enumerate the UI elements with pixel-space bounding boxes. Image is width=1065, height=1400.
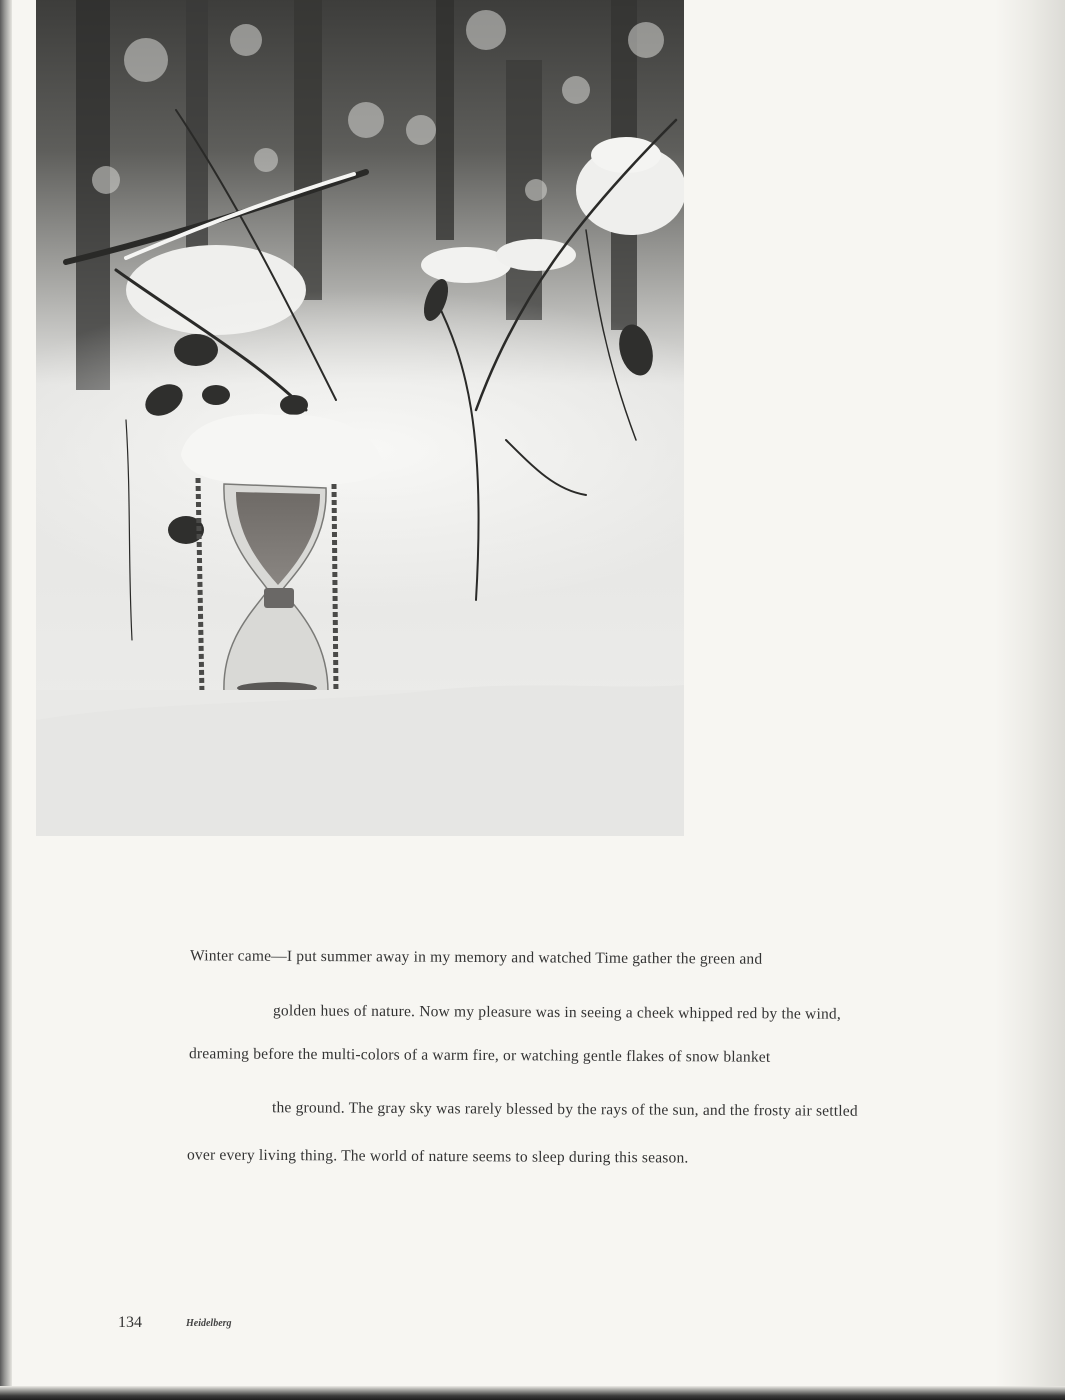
page-number: 134	[118, 1314, 142, 1331]
body-text-line: golden hues of nature. Now my pleasure was in seeing a cheek whipped red by the wind,	[272, 1002, 842, 1023]
body-text-line: Winter came—I put summer away in my memory and watched Time gather the green and	[189, 947, 763, 968]
body-text-line: dreaming before the multi-colors of a warm fire, or watching gentle flakes of snow blanket	[188, 1045, 771, 1066]
page-bottom-edge	[0, 1386, 1065, 1400]
page-edge-shadow	[995, 0, 1065, 1400]
body-text-line: the ground. The gray sky was rarely blessed by the rays of the sun, and the frosty air settled	[271, 1099, 858, 1120]
body-text-line: over every living thing. The world of nature seems to sleep during this season.	[186, 1146, 689, 1167]
running-footer-title: Heidelberg	[186, 1318, 232, 1329]
snow-hourglass-photo	[36, 0, 684, 836]
page-gutter	[0, 0, 12, 1400]
